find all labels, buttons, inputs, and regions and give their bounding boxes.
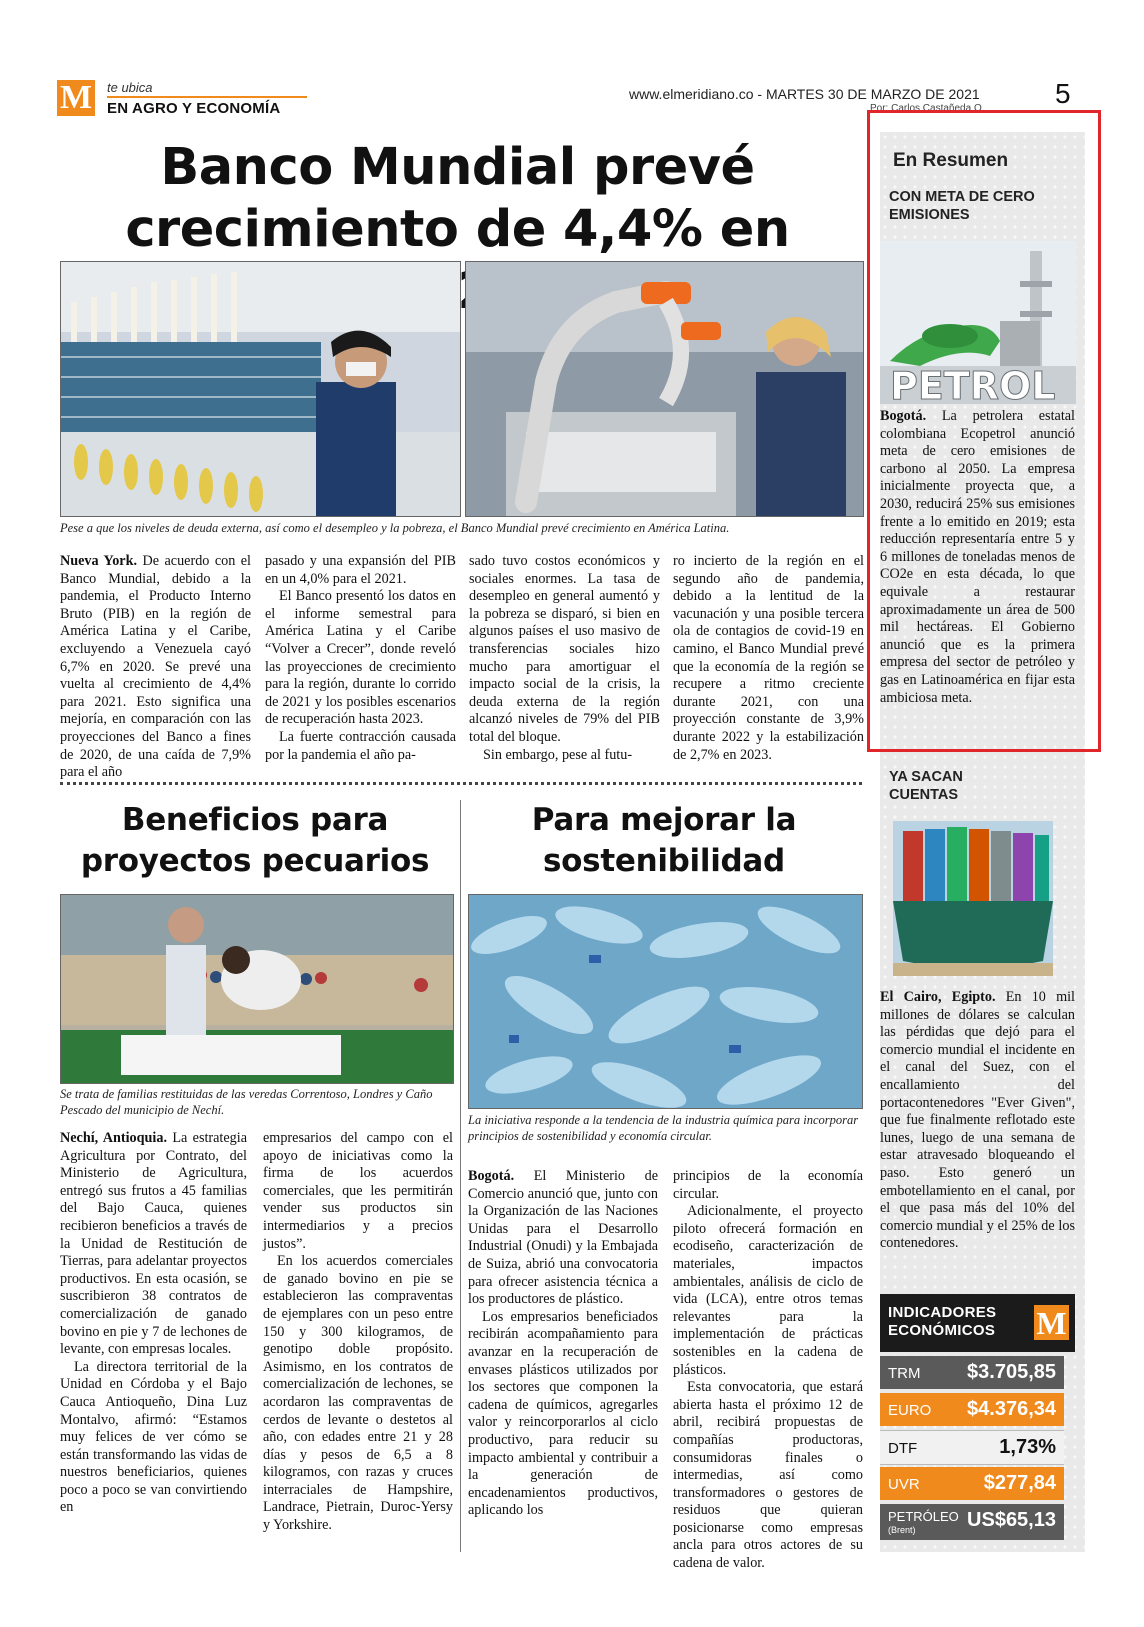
main-photo-caption: Pese a que los niveles de deuda externa, así como el desempleo y la pobreza, el Banco Mundial prevé crecimiento en América Latina. [60, 521, 730, 535]
pecuarios-col-1-p2: La directora territorial de la Unidad en Córdoba y el Bajo Cauca Antioqueño, Dina Luz Montalvo, afirmó: “Estamos muy felices de ver cómo se están transformando las vidas de nuestros beneficiarios, quienes poco a poco se van convirtiendo en [60, 1358, 247, 1516]
sidebar-title: En Resumen [893, 150, 1009, 171]
main-col-1 [60, 553, 251, 782]
main-col-2-p2: El Banco presentó los datos en el informe semestral para América Latina y el Caribe “Volver a Crecer”, donde reveló las proyecciones de crecimiento para la región, durante lo corrido de 2021 y los posibles escenarios de recuperación hasta 2023. [265, 588, 456, 728]
pecuarios-col-1-p1: La estrategia Agricultura por Contrato, del Ministerio de Agricultura, entregó sus frutos a 45 familias del Bajo Cauca, quienes recibieron beneficios a través de la Unidad de Restitución de Tierras, para adelantar proyectos productivos. En esta ocasión, se suscribieron 38 contratos de comercialización de ganado bovino en pie y 7 de lechones de levante, con empresas locales. [60, 1130, 247, 1358]
indicator-trm-value: $3.705,85 [967, 1361, 1056, 1383]
sostenibilidad-headline [468, 800, 860, 882]
page-number: 5 [1055, 78, 1071, 109]
sostenibilidad-caption: La iniciativa responde a la tendencia de la industria química para incorporar principios de sostenibilidad y economía circular. [468, 1113, 859, 1143]
indicators-title-line1: INDICADORES [888, 1304, 997, 1321]
indicator-petroleo-sublabel: (Brent) [888, 1525, 916, 1535]
main-col-2-p3: La fuerte contracción causada por la pandemia el año pa- [265, 728, 456, 763]
indicator-petroleo-value: US$65,13 [967, 1509, 1056, 1531]
sostenibilidad-col-2-p3: Esta convocatoria, que estará abierta hasta el próximo 12 de abril, recibirá propuestas de compañías productoras, consumidoras finales o intermedias, así como transformadores o gestores de residuos que quieran posicionarse como empresas ancla para otros actores de su cadena de valor. [673, 1379, 863, 1572]
indicator-uvr [880, 1467, 1064, 1500]
signing-ceremony-photo [60, 894, 454, 1084]
main-col-2 [265, 553, 456, 764]
section-divider [60, 782, 862, 785]
section-title: EN AGRO Y ECONOMÍA [107, 100, 281, 117]
pecuarios-dateline: Nechí, Antioquia. [60, 1130, 168, 1146]
section-rule [107, 96, 307, 98]
sostenibilidad-headline-line2: sostenibilidad [543, 843, 785, 879]
column-divider [460, 800, 461, 1552]
sostenibilidad-col-1-p1: El Ministerio de Comercio anunció que, junto con la Organización de las Naciones Unidas para el Desarrollo Industrial (Onudi) y la Embajada de Suiza, abrió una convocatoria para ofrecer asistencia técnica a los productores de plástico. [468, 1168, 658, 1308]
indicators-header [880, 1294, 1075, 1352]
main-col-1-text: De acuerdo con el Banco Mundial, debido a la pandemia, el Producto Interno Bruto (PIB) en la región de América Latina y el Caribe, excluyendo a Venezuela cayó 6,7% en 2020. Se prevé una vuelta al crecimiento de 4,4% para 2021. Esto significa una mejoría, en comparación con las proyecciones del Banco a fines de 2020, de una caída de 7,9% para el año [60, 553, 251, 781]
main-col-2-p1: pasado y una expansión del PIB en un 4,0% para el 2021. [265, 553, 456, 587]
byline: Por: Carlos Castañeda O. [870, 103, 985, 114]
highlight-box [867, 110, 1101, 752]
sostenibilidad-col-1 [468, 1168, 658, 1520]
sidebar-item2-dateline: El Cairo, Egipto. [880, 989, 996, 1005]
sostenibilidad-col-1-p2: Los empresarios beneficiados recibirán acompañamiento para avanzar en la recuperación de envases plásticos utilizados por los sectores que componen la cadena de químicos, agregarles valor y reincorporarlos al ciclo productivo, para reducir su impacto ambiental y contribuir a la generación de encadenamientos productivos, aplicando los [468, 1308, 658, 1519]
pecuarios-headline-line1: Beneficios para [121, 802, 389, 838]
main-col-4 [673, 553, 864, 764]
main-headline-line1: Banco Mundial prevé [160, 138, 755, 197]
indicator-euro-value: $4.376,34 [967, 1398, 1056, 1420]
sidebar-item1-dateline: Bogotá. [880, 408, 927, 424]
indicator-petroleo [880, 1504, 1064, 1540]
sidebar-item2-body: En 10 mil millones de dólares se calculan las pérdidas que dejó para el comercio mundial el incidente en el canal del Suez, con el encallamiento del portacontenedores "Ever Given", que fue finalmente reflotado este lunes, luego de una semana de estar atravesado bloqueando el paso. Esto generó un embotellamiento en el canal, por el que pasa más del 10% del comercio mundial y el 25% de los contenedores. [880, 989, 1076, 1252]
main-headline-line2: crecimiento de 4,4% en [125, 200, 790, 259]
pecuarios-col-2-p2: En los acuerdos comerciales de ganado bovino en pie se establecieron las compraventas de ejemplares con un peso entre 150 y 300 kilogramos, de genotipo doble propósito. Asimismo, en los contratos de comercialización de lechones, se acordaron las compraventas de cerdos de levante o destetos al año, con edades entre 21 y 28 días y pesos de 6,5 a 8 kilogramos, con razas y cruces interraciales de Hampshire, Landrace, Pietrain, Duroc-Yersy y Yorkshire. [263, 1253, 453, 1534]
sostenibilidad-col-2-p2: Adicionalmente, el proyecto piloto ofrecerá formación en ecodiseño, caracterización de materiales, impactos ambientales, análisis de ciclo de vida (LCA), entre otros temas relevantes para la implementación de prácticas sostenibles en la cadena de plásticos. [673, 1203, 863, 1378]
sidebar-item1-body: La petrolera estatal colombiana Ecopetrol anunció meta de cero emisiones de carbono al 2050. La empresa inicialmente proyecta que, a 2030, reducirá 25% sus emisiones frente a lo emitido en 2019; esta reducción representaría entre 5 y 6 millones de toneladas menos de CO2e en esta década, lo que equivale a restaurar aproximadamente un área de 500 mil hectáreas. El Gobierno anunció que es la primera empresa del sector de petróleo y gas en Latinoamérica en fijar esta ambiciosa meta. [880, 408, 1075, 706]
sidebar-item2-text [880, 989, 1075, 1253]
section-kicker: te ubica [107, 80, 153, 95]
plastic-bottles-photo [468, 894, 863, 1109]
main-col-4-text: ro incierto de la región en el segundo año de pandemia, debido a la lentitud de la vacunación y una posible tercera ola de contagios de covid-19 en camino, el Banco Mundial prevé que la economía de la región se recupere a ritmo creciente durante 2021, con una proyección constante de 3,9% durante 2022 y la estabilización de 2,7% en 2023. [673, 553, 864, 763]
indicators-title [888, 1304, 996, 1340]
indicator-euro-label: EURO [888, 1402, 932, 1419]
indicator-dtf-label: DTF [888, 1440, 918, 1457]
indicator-trm [880, 1356, 1064, 1389]
pecuarios-col-1 [60, 1130, 247, 1517]
economic-indicators [880, 1294, 1075, 1544]
indicator-euro [880, 1393, 1064, 1426]
pecuarios-col-2-p1: empresarios del campo con el apoyo de iniciativas como la firma de los acuerdos comerciales, que les permitirán vender sus productos sin intermediarios y a precios justos”. [263, 1130, 453, 1252]
sostenibilidad-col-2-p1: principios de la economía circular. [673, 1168, 863, 1202]
main-col-3 [469, 553, 660, 764]
indicator-uvr-label: UVR [888, 1476, 920, 1493]
sidebar-item2-heading: YA SACAN CUENTAS [889, 769, 963, 803]
indicator-dtf-value: 1,73% [999, 1436, 1056, 1458]
sostenibilidad-dateline: Bogotá. [468, 1168, 515, 1184]
page-dateline: www.elmeridiano.co - MARTES 30 DE MARZO DE 2021 [629, 86, 980, 102]
main-col-3-p2: Sin embargo, pese al futu- [483, 746, 633, 763]
pecuarios-headline-line2: proyectos pecuarios [80, 843, 430, 879]
indicators-title-line2: ECONÓMICOS [888, 1322, 996, 1339]
robot-arm-photo [465, 261, 864, 517]
indicator-trm-label: TRM [888, 1365, 921, 1382]
pecuarios-caption: Se trata de familias restituidas de las veredas Correntoso, Londres y Caño Pescado del municipio de Nechí. [60, 1087, 433, 1117]
pecuarios-col-2 [263, 1130, 453, 1535]
textile-factory-photo [60, 261, 461, 517]
indicator-uvr-value: $277,84 [983, 1472, 1056, 1494]
sidebar-item1-heading: CON META DE CERO EMISIONES [889, 189, 1035, 223]
sostenibilidad-col-2 [673, 1168, 863, 1573]
indicators-logo: M [1034, 1305, 1069, 1340]
indicator-dtf [880, 1430, 1064, 1465]
sostenibilidad-headline-line1: Para mejorar la [531, 802, 797, 838]
main-dateline: Nueva York. [60, 553, 138, 569]
newspaper-logo: M [57, 80, 95, 116]
indicator-petroleo-label: PETRÓLEO [888, 1509, 959, 1524]
main-col-3-p1: sado tuvo costos económicos y sociales enormes. La tasa de desempleo en general aumentó y la pobreza se disparó, si bien en algunos países el uso masivo de transferencias sociales hizo mucho para amortiguar el impacto social de la crisis, la deuda externa de la región alcanzó niveles de 79% del PIB total del bloque. [469, 553, 660, 745]
pecuarios-headline [60, 800, 450, 882]
container-ship-photo [893, 821, 1053, 976]
ecopetrol-sign-text: PETROL [890, 364, 1056, 404]
